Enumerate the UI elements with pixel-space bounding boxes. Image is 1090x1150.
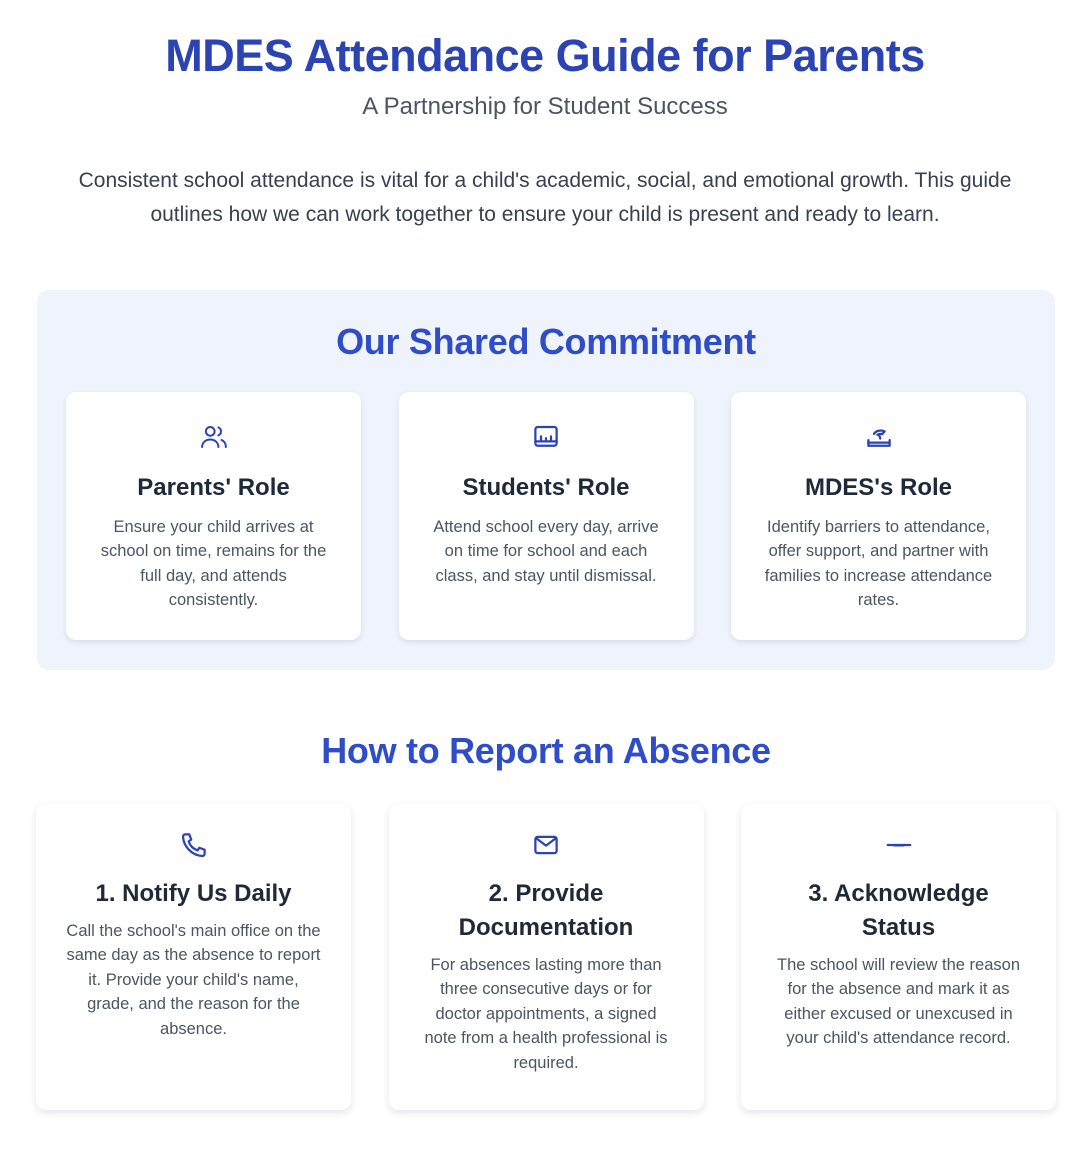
page-title: MDES Attendance Guide for Parents: [165, 30, 925, 81]
notify-step-title: 1. Notify Us Daily: [95, 880, 292, 907]
report-steps: [36, 804, 1056, 1110]
parents-role-text: Ensure your child arrives at school on time, remains for the full day, and attends consistently.: [100, 518, 327, 610]
users-icon: [199, 422, 229, 452]
report-absence-section: [36, 728, 1056, 1110]
documentation-step-text: For absences lasting more than three consecutive days or for doctor appointments, a signed note from a health professional is required.: [424, 956, 668, 1072]
students-role-card: [399, 392, 694, 640]
mdes-role-text: Identify barriers to attendance, offer support, and partner with families to increase attendance rates.: [764, 518, 993, 610]
page-subtitle: A Partnership for Student Success: [362, 93, 728, 120]
mail-icon: [531, 830, 561, 860]
dash-icon: [884, 830, 914, 860]
notify-step-text: Call the school's main office on the same day as the absence to report it. Provide your child's name, grade, and the reason for the absence.: [66, 922, 321, 1038]
helping-hand-icon: [864, 422, 894, 452]
role-cards: [66, 392, 1026, 640]
desk-icon: [531, 422, 561, 452]
parents-role-title: Parents' Role: [137, 474, 290, 501]
status-step-card: [741, 804, 1056, 1110]
mdes-role-title: MDES's Role: [804, 474, 953, 501]
shared-commitment-title: Our Shared Commitment: [336, 321, 756, 362]
page-header: [0, 0, 1090, 121]
phone-icon: [179, 830, 209, 860]
shared-commitment-section: [37, 290, 1055, 670]
notify-step-card: [36, 804, 351, 1110]
students-role-text: Attend school every day, arrive on time for school and each class, and stay until dismissal.: [433, 518, 659, 585]
report-absence-title: How to Report an Absence: [321, 730, 771, 771]
parents-role-card: [66, 392, 361, 640]
mdes-role-card: [731, 392, 1026, 640]
documentation-step-card: [389, 804, 704, 1110]
students-role-title: Students' Role: [462, 474, 630, 501]
documentation-step-title: 2. Provide Documentation: [458, 880, 634, 941]
intro-paragraph: Consistent school attendance is vital for a child's academic, social, and emotional growth. This guide outlines how we can work together to ensure your child is present and ready to learn.: [78, 169, 1012, 226]
status-step-title: 3. Acknowledge Status: [808, 880, 989, 941]
status-step-text: The school will review the reason for the absence and mark it as either excused or unexcused in your child's attendance record.: [776, 956, 1021, 1048]
